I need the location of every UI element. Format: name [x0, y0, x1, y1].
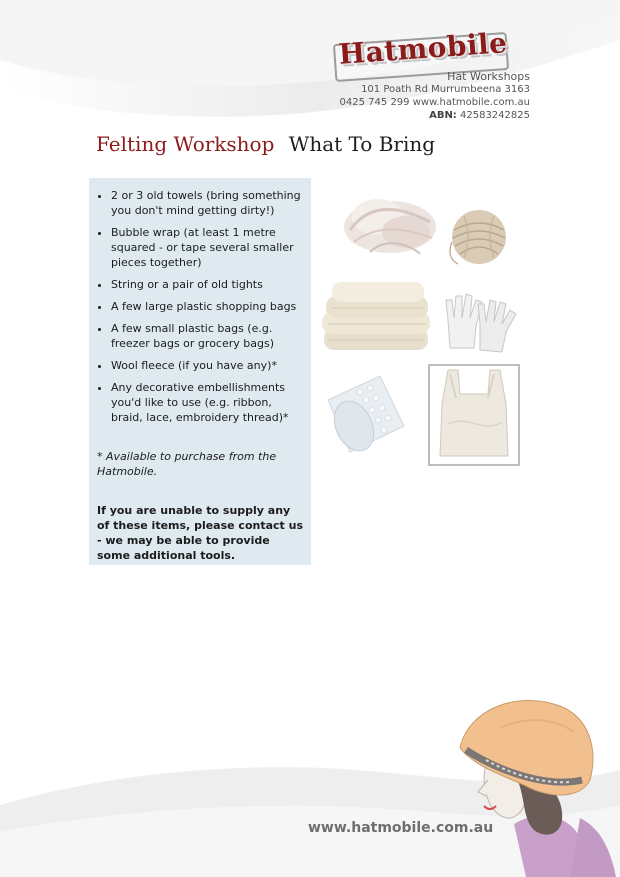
list-item: • Bubble wrap (at least 1 metre squared - or tape several smaller pieces together): [111, 225, 303, 270]
title-main: What To Bring: [288, 132, 436, 156]
list-item: • A few large plastic shopping bags: [111, 299, 303, 314]
contact-note: If you are unable to supply any of these items, please contact us - we may be able to provide some additional tools.: [97, 504, 304, 562]
bubble-wrap-image: [320, 370, 410, 458]
page-title: [96, 132, 435, 156]
abn-label: ABN:: [429, 110, 457, 121]
gloves-image: [440, 290, 522, 356]
hat-lady-illustration: [430, 688, 620, 877]
availability-note: * Available to purchase from the Hatmobile.: [97, 450, 277, 478]
list-item: • Wool fleece (if you have any)*: [111, 358, 303, 373]
bring-list-panel: [89, 178, 311, 565]
list-item: • 2 or 3 old towels (bring something you don't mind getting dirty!): [111, 188, 303, 218]
bring-list: [93, 188, 303, 425]
title-accent: Felting Workshop: [96, 132, 275, 156]
logo-text: Hatmobile: [337, 26, 509, 71]
phone-web: 0425 745 299 www.hatmobile.com.au: [339, 97, 530, 108]
list-item: • A few small plastic bags (e.g. freezer bags or grocery bags): [111, 321, 303, 351]
contact-block: [340, 70, 530, 122]
wool-fleece-image: [340, 182, 440, 264]
towels-image: [318, 280, 436, 356]
address: 101 Poath Rd Murrumbeena 3163: [361, 84, 530, 95]
plastic-bag-image: [428, 364, 520, 466]
abn-line: [340, 109, 530, 122]
abn-value: 42583242825: [460, 110, 530, 121]
string-ball-image: [448, 206, 510, 268]
list-item: • Any decorative embellishments you'd like to use (e.g. ribbon, braid, lace, embroidery thread)*: [111, 380, 303, 425]
footer-url[interactable]: www.hatmobile.com.au: [308, 820, 494, 836]
list-item: • String or a pair of old tights: [111, 277, 303, 292]
company-name: Hat Workshops: [447, 70, 530, 83]
